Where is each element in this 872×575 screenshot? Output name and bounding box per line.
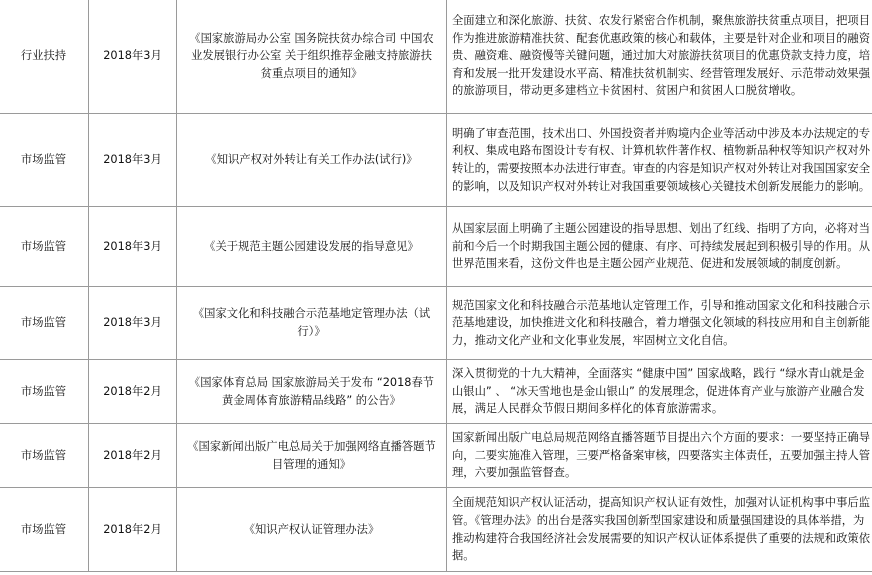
policy-title: 《国家文化和科技融合示范基地定管理办法（试行）》 — [192, 307, 431, 338]
policy-title: 《国家体育总局 国家旅游局关于发布 “2018春节黄金周体育旅游精品线路” 的公告》 — [188, 375, 435, 407]
category-cell: 市场监管 — [0, 207, 89, 287]
date-cell: 2018年3月 — [89, 287, 177, 360]
title-cell — [177, 0, 447, 114]
table-row — [0, 287, 872, 360]
policy-title: 《关于规范主题公园建设发展的指导意见》 — [204, 239, 419, 253]
policy-description: 全面建立和深化旅游、扶贫、农发行紧密合作机制，聚焦旅游扶贫重点项目，把项目作为推进旅游精准扶贫、配套优惠政策的核心和载体，主要是针对企业和项目的融资贵、融资难、融资慢等关键问题，通过加大对旅游扶贫项目的优惠贷款支持力度，培育和发展一批开发建设水平高、精准扶贫机制实、经营管理发展好、示范带动效果强的旅游项目，带动更多建档立卡贫困村、贫困户和贫困人口脱贫增收。 — [452, 14, 870, 98]
category-cell: 行业扶持 — [0, 0, 89, 114]
title-cell — [177, 287, 447, 360]
description-cell — [447, 287, 872, 360]
table-row — [0, 207, 872, 287]
title-cell — [177, 114, 447, 207]
table-row — [0, 360, 872, 424]
policy-title: 《知识产权认证管理办法》 — [243, 522, 380, 536]
description-cell — [447, 0, 872, 114]
table-row — [0, 424, 872, 488]
policy-description: 深入贯彻党的十九大精神，全面落实 “健康中国” 国家战略，践行 “绿水青山就是金山银山” 、 “冰天雪地也是金山银山” 的发展理念，促进体育产业与旅游产业融合发展，满足人民群众节假日期间多样化的体育旅游需求。 — [452, 367, 865, 416]
policy-title: 《国家新闻出版广电总局关于加强网络直播答题节目管理的通知》 — [187, 439, 436, 471]
title-cell — [177, 360, 447, 424]
description-cell — [447, 360, 872, 424]
policy-title: 《国家旅游局办公室 国务院扶贫办综合司 中国农业发展银行办公室 关于组织推荐金融支持旅游扶贫重点项目的通知》 — [189, 31, 434, 80]
category-cell: 市场监管 — [0, 488, 89, 572]
date-cell: 2018年3月 — [89, 207, 177, 287]
category-cell: 市场监管 — [0, 360, 89, 424]
category-cell: 市场监管 — [0, 287, 89, 360]
table-row — [0, 488, 872, 572]
policy-description: 规范国家文化和科技融合示范基地认定管理工作，引导和推动国家文化和科技融合示范基地建设，加快推进文化和科技融合，着力增强文化领域的科技应用和自主创新能力，推动文化产业和文化事业发展，牢固树立文化自信。 — [452, 298, 870, 347]
description-cell — [447, 488, 872, 572]
category-cell: 市场监管 — [0, 114, 89, 207]
table-row — [0, 0, 872, 114]
category-cell: 市场监管 — [0, 424, 89, 488]
table-row — [0, 114, 872, 207]
policy-description: 明确了审查范围，技术出口、外国投资者并购境内企业等活动中涉及本办法规定的专利权、集成电路布图设计专有权、计算机软件著作权、植物新品种权等知识产权对外转让的，需要按照本办法进行审查。审查的内容是知识产权对外转让对我国国家安全的影响，以及知识产权对外转让对我国重要领域核心关键技术创新发展能力的影响。 — [452, 126, 870, 193]
policy-title: 《知识产权对外转让有关工作办法(试行)》 — [205, 153, 418, 167]
date-cell: 2018年2月 — [89, 488, 177, 572]
policy-description: 国家新闻出版广电总局规范网络直播答题节目提出六个方面的要求：一要坚持正确导向，二要实施准入管理，三要严格备案审核，四要落实主体责任，五要加强主持人管理，六要加强监管督查。 — [452, 431, 870, 480]
date-cell: 2018年3月 — [89, 0, 177, 114]
date-cell: 2018年2月 — [89, 360, 177, 424]
title-cell — [177, 424, 447, 488]
title-cell — [177, 488, 447, 572]
date-cell: 2018年3月 — [89, 114, 177, 207]
policy-description: 全面规范知识产权认证活动，提高知识产权认证有效性，加强对认证机构事中事后监管。《管理办法》的出台是落实我国创新型国家建设和质量强国建设的具体举措，为推动构建符合我国经济社会发展需要的知识产权认证体系提供了重要的法规和政策依据。 — [452, 496, 870, 563]
date-cell: 2018年2月 — [89, 424, 177, 488]
description-cell — [447, 424, 872, 488]
description-cell — [447, 114, 872, 207]
title-cell — [177, 207, 447, 287]
policy-description: 从国家层面上明确了主题公园建设的指导思想、划出了红线、指明了方向，必将对当前和今后一个时期我国主题公园的健康、有序、可持续发展起到积极引导的作用。从世界范围来看，这份文件也是主题公园产业规范、促进和发展领域的制度创新。 — [452, 222, 870, 271]
description-cell — [447, 207, 872, 287]
